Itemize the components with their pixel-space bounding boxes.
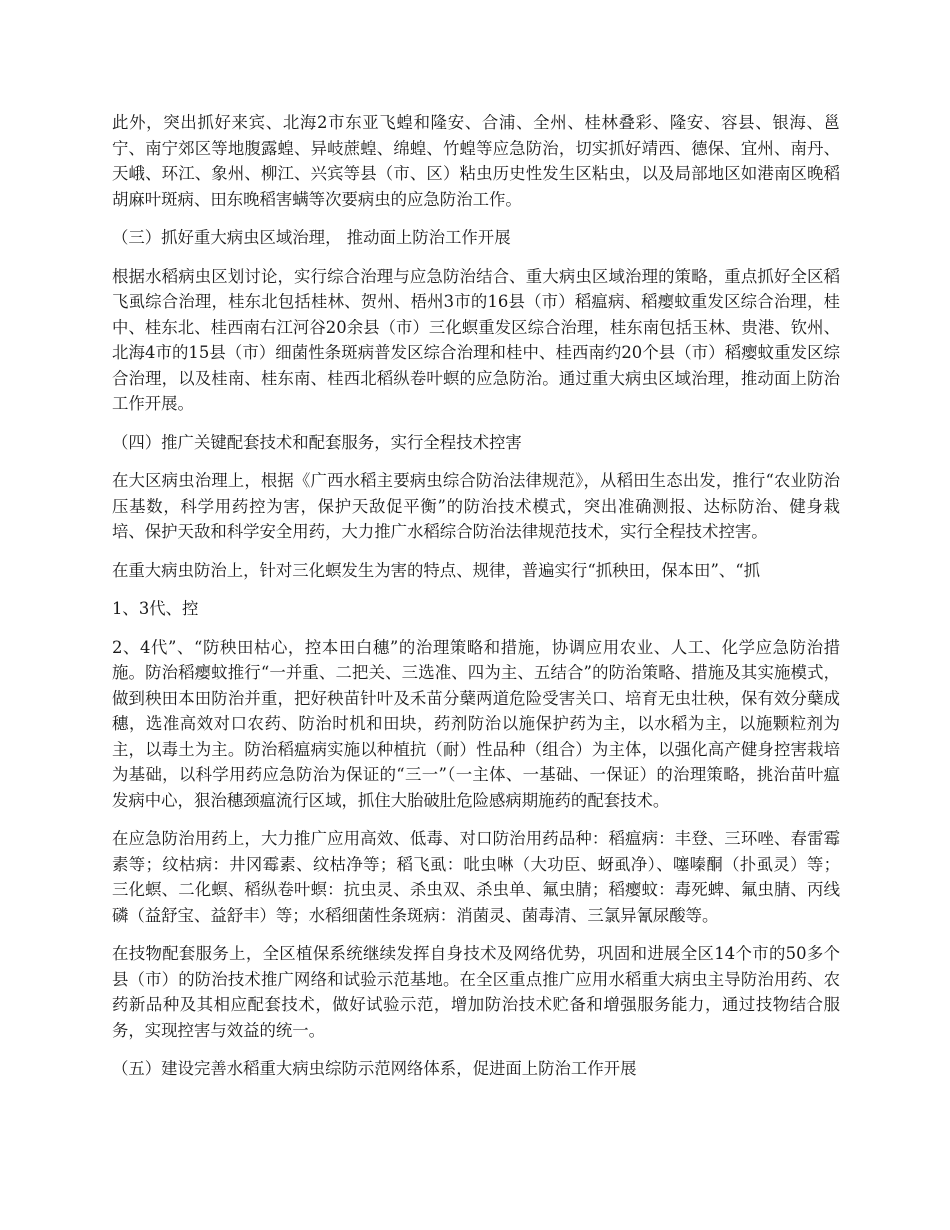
paragraph-technical-services: 在技物配套服务上，全区植保系统继续发挥自身技术及网络优势，巩固和进展全区14个市的50多个县（市）的防治技术推广网络和试验示范基地。在全区重点推广应用水稻重大病虫主导防治用药、农药新品种及其相应配套技术，做好试验示范，增加防治技术贮备和增强服务能力，通过技物结合服务，实现控害与效益的统一。 [112,944,840,1040]
section-heading-3: （三）抓好重大病虫区域治理， 推动面上防治工作开展 [112,228,511,247]
paragraph-major-pests-intro: 在重大病虫防治上，针对三化螟发生为害的特点、规律，普遍实行“抓秧田，保本田”、“抓 [112,560,760,580]
section-heading-5: （五）建设完善水稻重大病虫综防示范网络体系，促进面上防治工作开展 [112,1059,637,1078]
paragraph-locust-control: 此外，突出抓好来宾、北海2市东亚飞蝗和隆安、合浦、全州、桂林叠彩、隆安、容县、银海、邕宁、南宁郊区等地腹露蝗、异岐蔗蝗、绵蝗、竹蝗等应急防治，切实抓好靖西、德保、宜州、南丹、天峨、环江、象州、柳江、兴宾等县（市、区）粘虫历史性发生区粘虫，以及局部地区如港南区晚稻胡麻叶斑病、田东晚稻害螨等次要病虫的应急防治工作。 [112,113,840,209]
section-heading-4: （四）推广关键配套技术和配套服务，实行全程技术控害 [112,432,522,452]
paragraph-emergency-pesticides: 在应急防治用药上，大力推广应用高效、低毒、对口防治用药品种：稻瘟病：丰登、三环唑、春雷霉素等；纹枯病：井冈霉素、纹枯净等；稻飞虱：吡虫啉（大功臣、蚜虱净）、噻嗪酮（扑虱灵）等；三化螟、二化螟、稻纵卷叶螟：抗虫灵、杀虫双、杀虫单、氟虫腈；稻瘿蚊：毒死蜱、氟虫腈、丙线磷（益舒宝、益舒丰）等；水稻细菌性条斑病：消菌灵、菌毒清、三氯异氰尿酸等。 [112,829,840,925]
paragraph-generation-2-4: 2、4代”、“防秧田枯心，控本田白穗”的治理策略和措施，协调应用农业、人工、化学应急防治措施。防治稻瘿蚊推行“一并重、二把关、三选准、四为主、五结合”的防治策略、措施及其实施模式，做到秧田本田防治并重，把好秧苗针叶及禾苗分蘖两道危险受害关口、培育无虫壮秧，保有效分蘖成穗，选准高效对口农药、防治时机和田块，药剂防治以施保护药为主，以水稻为主，以施颗粒剂为主，以毒土为主。防治稻瘟病实施以种植抗（耐）性品种（组合）为主体，以强化高产健身控害栽培为基础，以科学用药应急防治为保证的“三一”（一主体、一基础、一保证）的治理策略，挑治苗叶瘟发病中心，狠治穗颈瘟流行区域，抓住大胎破肚危险感病期施药的配套技术。 [112,637,840,810]
paragraph-general-control: 在大区病虫治理上，根据《广西水稻主要病虫综合防治法律规范》，从稻田生态出发，推行“农业防治压基数，科学用药控为害，保护天敌促平衡”的防治技术模式，突出准确测报、达标防治、健身栽培、保护天敌和科学安全用药，大力推广水稻综合防治法律规范技术，实行全程技术控害。 [112,471,840,541]
document-body [112,110,840,1095]
paragraph-regional-control: 根据水稻病虫区划讨论，实行综合治理与应急防治结合、重大病虫区域治理的策略，重点抓好全区稻飞虱综合治理，桂东北包括桂林、贺州、梧州3市的16县（市）稻瘟病、稻瘿蚊重发区综合治理，桂中、桂东北、桂西南右江河谷20余县（市）三化螟重发区综合治理，桂东南包括玉林、贵港、钦州、北海4市的15县（市）细菌性条斑病普发区综合治理和桂中、桂西南约20个县（市）稻瘿蚊重发区综合治理，以及桂南、桂东南、桂西北稻纵卷叶螟的应急防治。通过重大病虫区域治理，推动面上防治工作开展。 [112,266,840,413]
paragraph-generation-1-3: 1、3代、控 [112,599,199,618]
